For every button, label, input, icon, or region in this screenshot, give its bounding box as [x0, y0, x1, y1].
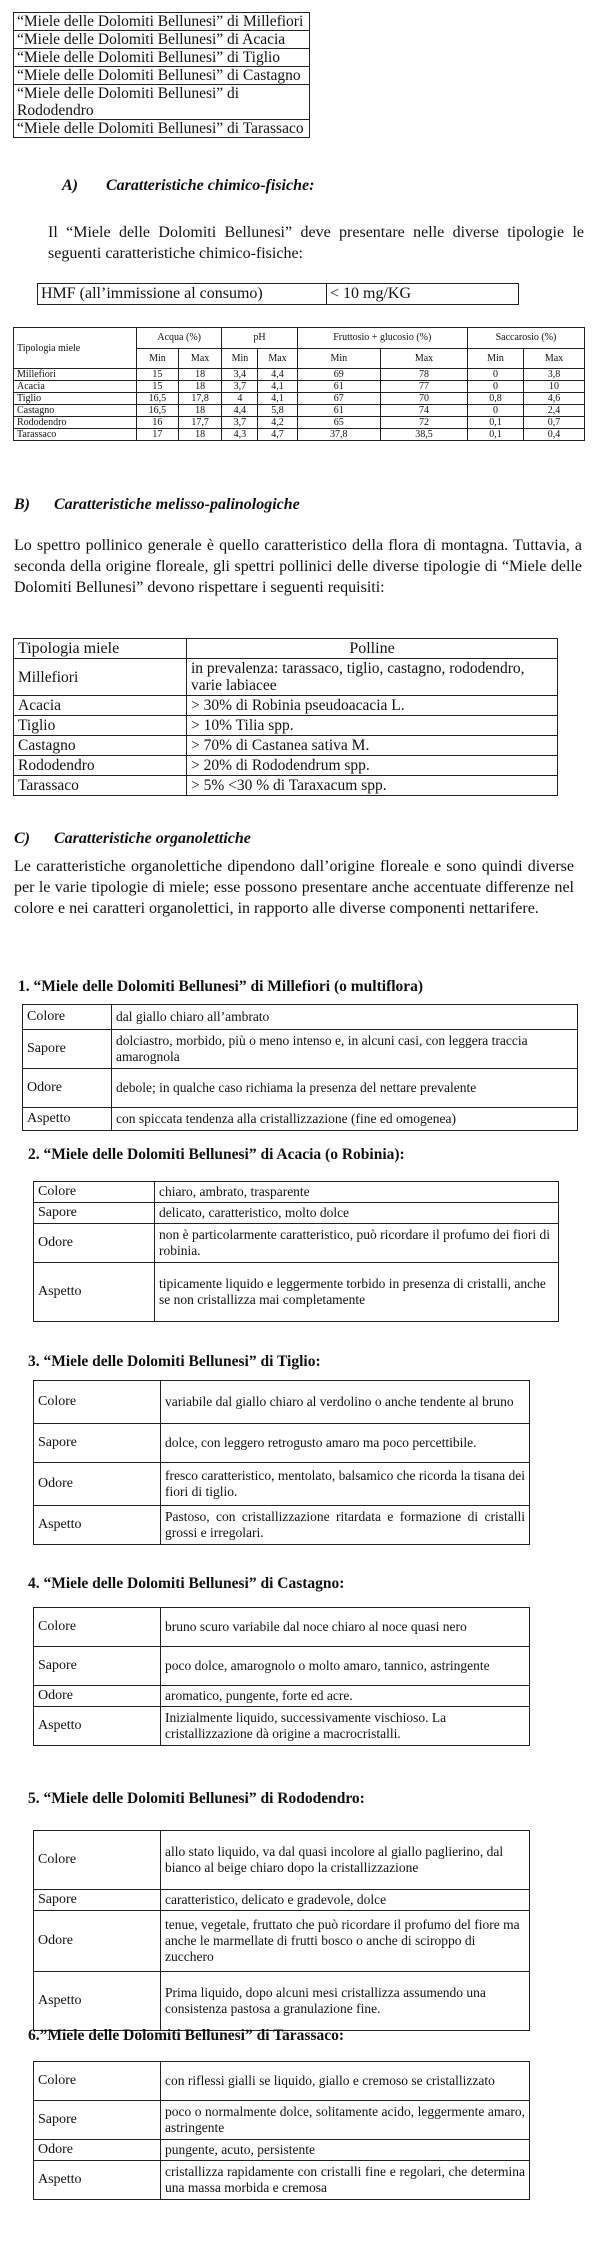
chem-max-header: Max [178, 348, 222, 369]
chem-cell: 0,7 [524, 417, 585, 429]
chem-min-header: Min [222, 348, 258, 369]
chem-row-name: Tiglio [14, 393, 137, 405]
chem-cell: 17,7 [178, 417, 222, 429]
organoleptic-key: Colore [34, 1182, 155, 1203]
organoleptic-value: debole; in qualche caso richiama la presenza del nettare prevalente [112, 1069, 578, 1108]
organoleptic-row [34, 1707, 530, 1746]
organoleptic-key: Aspetto [34, 2161, 161, 2200]
chem-cell: 4 [222, 393, 258, 405]
organoleptic-key: Colore [34, 1381, 161, 1424]
chem-cell: 37,8 [297, 429, 380, 441]
organoleptic-table [33, 2061, 530, 2200]
chem-cell: 65 [297, 417, 380, 429]
chem-cell: 69 [297, 369, 380, 381]
chem-cell: 4,6 [524, 393, 585, 405]
pollen-row [14, 696, 558, 716]
chem-cell: 77 [381, 381, 468, 393]
organoleptic-title: 6.”Miele delle Dolomiti Bellunesi” di Tarassaco: [28, 2027, 345, 2044]
organoleptic-key: Colore [34, 1608, 161, 1647]
chem-cell: 17 [137, 429, 179, 441]
pollen-col-polline: Polline [187, 639, 558, 659]
chem-cell: 61 [297, 405, 380, 417]
organoleptic-value: Prima liquido, dopo alcuni mesi cristallizza assumendo una consistenza pastosa a granulazione fine. [161, 1972, 530, 2031]
pollen-row-value: > 20% di Rododendrum spp. [187, 756, 558, 776]
organoleptic-row [34, 1203, 559, 1224]
organoleptic-key: Odore [34, 2140, 161, 2161]
chem-cell: 74 [381, 405, 468, 417]
organoleptic-key: Odore [23, 1069, 112, 1108]
organoleptic-value: pungente, acuto, persistente [161, 2140, 530, 2161]
section-a-title: Caratteristiche chimico-fisiche: [106, 177, 315, 194]
chem-max-header: Max [524, 348, 585, 369]
section-a-heading [62, 177, 314, 195]
pollen-row [14, 736, 558, 756]
chem-row [14, 429, 585, 441]
chem-cell: 67 [297, 393, 380, 405]
organoleptic-row [34, 2101, 530, 2140]
organoleptic-row [34, 2062, 530, 2101]
pollen-row-value: > 5% <30 % di Taraxacum spp. [187, 776, 558, 796]
names-row [14, 67, 310, 85]
chem-cell: 4,1 [258, 381, 297, 393]
chem-cell: 4,2 [258, 417, 297, 429]
organoleptic-title: 2. “Miele delle Dolomiti Bellunesi” di Acacia (o Robinia): [28, 1146, 405, 1163]
chem-max-header: Max [258, 348, 297, 369]
chem-cell: 15 [137, 369, 179, 381]
hmf-label: HMF (all’immissione al consumo) [38, 284, 327, 305]
organoleptic-row [34, 2140, 530, 2161]
chem-cell: 17,8 [178, 393, 222, 405]
organoleptic-key: Aspetto [23, 1108, 112, 1131]
organoleptic-row [34, 1911, 530, 1972]
pollen-row-value: > 10% Tilia spp. [187, 716, 558, 736]
organoleptic-row [34, 1890, 530, 1911]
chem-cell: 0 [467, 381, 523, 393]
chem-cell: 2,4 [524, 405, 585, 417]
organoleptic-table [22, 1004, 578, 1131]
pollen-row-name: Rododendro [14, 756, 187, 776]
names-cell: “Miele delle Dolomiti Bellunesi” di Tiglio [14, 49, 310, 67]
organoleptic-value: delicato, caratteristico, molto dolce [155, 1203, 559, 1224]
names-cell: “Miele delle Dolomiti Bellunesi” di Rododendro [14, 85, 310, 120]
chem-min-header: Min [467, 348, 523, 369]
organoleptic-row [34, 1463, 530, 1506]
organoleptic-row [34, 1608, 530, 1647]
chem-cell: 16,5 [137, 393, 179, 405]
pollen-col-tipologia: Tipologia miele [14, 639, 187, 659]
names-row [14, 49, 310, 67]
pollen-row [14, 659, 558, 696]
organoleptic-row [34, 1831, 530, 1890]
chem-cell: 4,7 [258, 429, 297, 441]
organoleptic-row [34, 1263, 559, 1322]
organoleptic-key: Aspetto [34, 1707, 161, 1746]
organoleptic-key: Sapore [34, 1203, 155, 1224]
names-cell: “Miele delle Dolomiti Bellunesi” di Tarassaco [14, 120, 310, 138]
chem-cell: 15 [137, 381, 179, 393]
organoleptic-key: Sapore [34, 1890, 161, 1911]
chem-row-name: Tarassaco [14, 429, 137, 441]
chem-cell: 18 [178, 429, 222, 441]
chem-cell: 16,5 [137, 405, 179, 417]
section-c-intro: Le caratteristiche organolettiche dipendono dall’origine floreale e sono quindi diverse per le varie tipologie di miele; esse possono presentare anche accentuate differenze nel colore e nei caratteri organolettici, in rapporto alle diverse componenti nettarifere. [14, 858, 574, 917]
organoleptic-title: 4. “Miele delle Dolomiti Bellunesi” di Castagno: [28, 1575, 345, 1592]
chem-col-ph: pH [222, 328, 297, 349]
organoleptic-value: dal giallo chiaro all’ambrato [112, 1005, 578, 1030]
chem-cell: 4,3 [222, 429, 258, 441]
section-a-letter: A) [62, 177, 78, 194]
chem-cell: 61 [297, 381, 380, 393]
chem-row-name: Acacia [14, 381, 137, 393]
chem-row-name: Rododendro [14, 417, 137, 429]
organoleptic-row [34, 1182, 559, 1203]
section-b-letter: B) [14, 496, 30, 513]
chem-col-acqua: Acqua (%) [137, 328, 222, 349]
organoleptic-value: con riflessi gialli se liquido, giallo e cremoso se cristallizzato [161, 2062, 530, 2101]
organoleptic-key: Colore [23, 1005, 112, 1030]
organoleptic-value: tipicamente liquido e leggermente torbido in presenza di cristalli, anche se non cristallizza mai completamente [155, 1263, 559, 1322]
organoleptic-value: dolciastro, morbido, più o meno intenso e, in alcuni casi, con leggera traccia amarognola [112, 1030, 578, 1069]
organoleptic-value: bruno scuro variabile dal noce chiaro al noce quasi nero [161, 1608, 530, 1647]
names-row [14, 31, 310, 49]
organoleptic-key: Odore [34, 1911, 161, 1972]
chem-cell: 0,8 [467, 393, 523, 405]
names-row [14, 120, 310, 138]
organoleptic-value: chiaro, ambrato, trasparente [155, 1182, 559, 1203]
organoleptic-value: aromatico, pungente, forte ed acre. [161, 1686, 530, 1707]
organoleptic-value: Pastoso, con cristallizzazione ritardata e formazione di cristalli grossi e irregolari. [161, 1506, 530, 1545]
chem-row [14, 393, 585, 405]
organoleptic-key: Odore [34, 1686, 161, 1707]
section-c-letter: C) [14, 830, 30, 847]
organoleptic-value: tenue, vegetale, fruttato che può ricordare il profumo del fiore ma anche le marmellate di frutti bosco o anche di sciroppo di zucchero [161, 1911, 530, 1972]
chem-cell: 0,4 [524, 429, 585, 441]
chem-row-name: Millefiori [14, 369, 137, 381]
organoleptic-key: Aspetto [34, 1263, 155, 1322]
chem-cell: 5,8 [258, 405, 297, 417]
chem-cell: 78 [381, 369, 468, 381]
organoleptic-table [33, 1380, 530, 1545]
names-row [14, 85, 310, 120]
pollen-row-value: in prevalenza: tarassaco, tiglio, castagno, rododendro, varie labiacee [187, 659, 558, 696]
pollen-row-name: Castagno [14, 736, 187, 756]
chem-cell: 3,8 [524, 369, 585, 381]
organoleptic-table [33, 1607, 530, 1746]
organoleptic-value: dolce, con leggero retrogusto amaro ma poco percettibile. [161, 1424, 530, 1463]
pollen-row-name: Millefiori [14, 659, 187, 696]
organoleptic-value: variabile dal giallo chiaro al verdolino o anche tendente al bruno [161, 1381, 530, 1424]
organoleptic-value: caratteristico, delicato e gradevole, dolce [161, 1890, 530, 1911]
chem-cell: 72 [381, 417, 468, 429]
organoleptic-row [34, 1506, 530, 1545]
organoleptic-row [34, 2161, 530, 2200]
organoleptic-table [33, 1830, 530, 2031]
pollen-table [13, 638, 558, 796]
chem-cell: 18 [178, 369, 222, 381]
organoleptic-row [34, 1972, 530, 2031]
pollen-row [14, 716, 558, 736]
organoleptic-title: 1. “Miele delle Dolomiti Bellunesi” di Millefiori (o multiflora) [18, 978, 424, 995]
organoleptic-key: Aspetto [34, 1972, 161, 2031]
organoleptic-key: Sapore [34, 2101, 161, 2140]
pollen-row-value: > 70% di Castanea sativa M. [187, 736, 558, 756]
pollen-row [14, 776, 558, 796]
pollen-row-value: > 30% di Robinia pseudoacacia L. [187, 696, 558, 716]
chem-row [14, 381, 585, 393]
pollen-row [14, 756, 558, 776]
organoleptic-title: 5. “Miele delle Dolomiti Bellunesi” di Rododendro: [28, 1790, 365, 1807]
chem-table [13, 327, 585, 441]
organoleptic-value: allo stato liquido, va dal quasi incolore al giallo paglierino, dal bianco al beige chiaro dopo la cristallizzazione [161, 1831, 530, 1890]
chem-cell: 3,4 [222, 369, 258, 381]
organoleptic-key: Odore [34, 1224, 155, 1263]
chem-row [14, 369, 585, 381]
section-b-heading [14, 496, 300, 514]
names-cell: “Miele delle Dolomiti Bellunesi” di Millefiori [14, 13, 310, 31]
organoleptic-key: Colore [34, 1831, 161, 1890]
chem-row-name: Castagno [14, 405, 137, 417]
organoleptic-value: fresco caratteristico, mentolato, balsamico che ricorda la tisana dei fiori di tiglio. [161, 1463, 530, 1506]
organoleptic-row [34, 1381, 530, 1424]
chem-cell: 4,4 [258, 369, 297, 381]
chem-cell: 3,7 [222, 381, 258, 393]
names-table [13, 12, 310, 138]
pollen-row-name: Acacia [14, 696, 187, 716]
chem-cell: 4,1 [258, 393, 297, 405]
organoleptic-key: Sapore [23, 1030, 112, 1069]
organoleptic-row [23, 1069, 578, 1108]
pollen-row-name: Tiglio [14, 716, 187, 736]
chem-col-tipologia: Tipologia miele [14, 328, 137, 369]
chem-cell: 4,4 [222, 405, 258, 417]
hmf-value: < 10 mg/KG [327, 284, 519, 305]
chem-cell: 16 [137, 417, 179, 429]
section-b-intro: Lo spettro pollinico generale è quello caratteristico della flora di montagna. Tuttavia, a seconda della origine floreale, gli spettri pollinici delle diverse tipologie di “Miele delle Dolomiti Bellunesi” devono rispettare i seguenti requisiti: [14, 537, 582, 596]
organoleptic-value: Inizialmente liquido, successivamente vischioso. La cristallizzazione dà origine a macrocristalli. [161, 1707, 530, 1746]
chem-cell: 0,1 [467, 417, 523, 429]
chem-col-saccarosio: Saccarosio (%) [467, 328, 584, 349]
chem-row [14, 405, 585, 417]
organoleptic-key: Aspetto [34, 1506, 161, 1545]
organoleptic-table [33, 1181, 559, 1322]
section-b-title: Caratteristiche melisso-palinologiche [54, 496, 300, 513]
chem-cell: 10 [524, 381, 585, 393]
organoleptic-key: Sapore [34, 1424, 161, 1463]
organoleptic-key: Odore [34, 1463, 161, 1506]
chem-cell: 0 [467, 369, 523, 381]
chem-min-header: Min [297, 348, 380, 369]
names-cell: “Miele delle Dolomiti Bellunesi” di Acacia [14, 31, 310, 49]
chem-cell: 0,1 [467, 429, 523, 441]
organoleptic-row [34, 1224, 559, 1263]
chem-cell: 0 [467, 405, 523, 417]
chem-cell: 3,7 [222, 417, 258, 429]
organoleptic-row [34, 1424, 530, 1463]
organoleptic-key: Sapore [34, 1647, 161, 1686]
organoleptic-row [34, 1647, 530, 1686]
section-c-title: Caratteristiche organolettiche [54, 830, 251, 847]
section-c-heading [14, 830, 251, 848]
chem-cell: 38,5 [381, 429, 468, 441]
names-row [14, 13, 310, 31]
chem-min-header: Min [137, 348, 179, 369]
organoleptic-row [23, 1005, 578, 1030]
chem-cell: 70 [381, 393, 468, 405]
organoleptic-title: 3. “Miele delle Dolomiti Bellunesi” di Tiglio: [28, 1353, 321, 1370]
chem-cell: 18 [178, 405, 222, 417]
organoleptic-key: Colore [34, 2062, 161, 2101]
hmf-table [37, 283, 519, 305]
organoleptic-value: non è particolarmente caratteristico, può ricordare il profumo dei fiori di robinia. [155, 1224, 559, 1263]
names-cell: “Miele delle Dolomiti Bellunesi” di Castagno [14, 67, 310, 85]
organoleptic-row [23, 1108, 578, 1131]
organoleptic-value: poco dolce, amarognolo o molto amaro, tannico, astringente [161, 1647, 530, 1686]
chem-max-header: Max [381, 348, 468, 369]
organoleptic-value: con spiccata tendenza alla cristallizzazione (fine ed omogenea) [112, 1108, 578, 1131]
section-a-intro: Il “Miele delle Dolomiti Bellunesi” deve presentare nelle diverse tipologie le seguenti caratteristiche chimico-fisiche: [48, 224, 584, 262]
chem-col-fruttosio: Fruttosio + glucosio (%) [297, 328, 467, 349]
organoleptic-value: cristallizza rapidamente con cristalli fine e regolari, che determina una massa morbida e cremosa [161, 2161, 530, 2200]
organoleptic-row [23, 1030, 578, 1069]
chem-cell: 18 [178, 381, 222, 393]
organoleptic-row [34, 1686, 530, 1707]
organoleptic-value: poco o normalmente dolce, solitamente acido, leggermente amaro, astringente [161, 2101, 530, 2140]
chem-row [14, 417, 585, 429]
pollen-row-name: Tarassaco [14, 776, 187, 796]
